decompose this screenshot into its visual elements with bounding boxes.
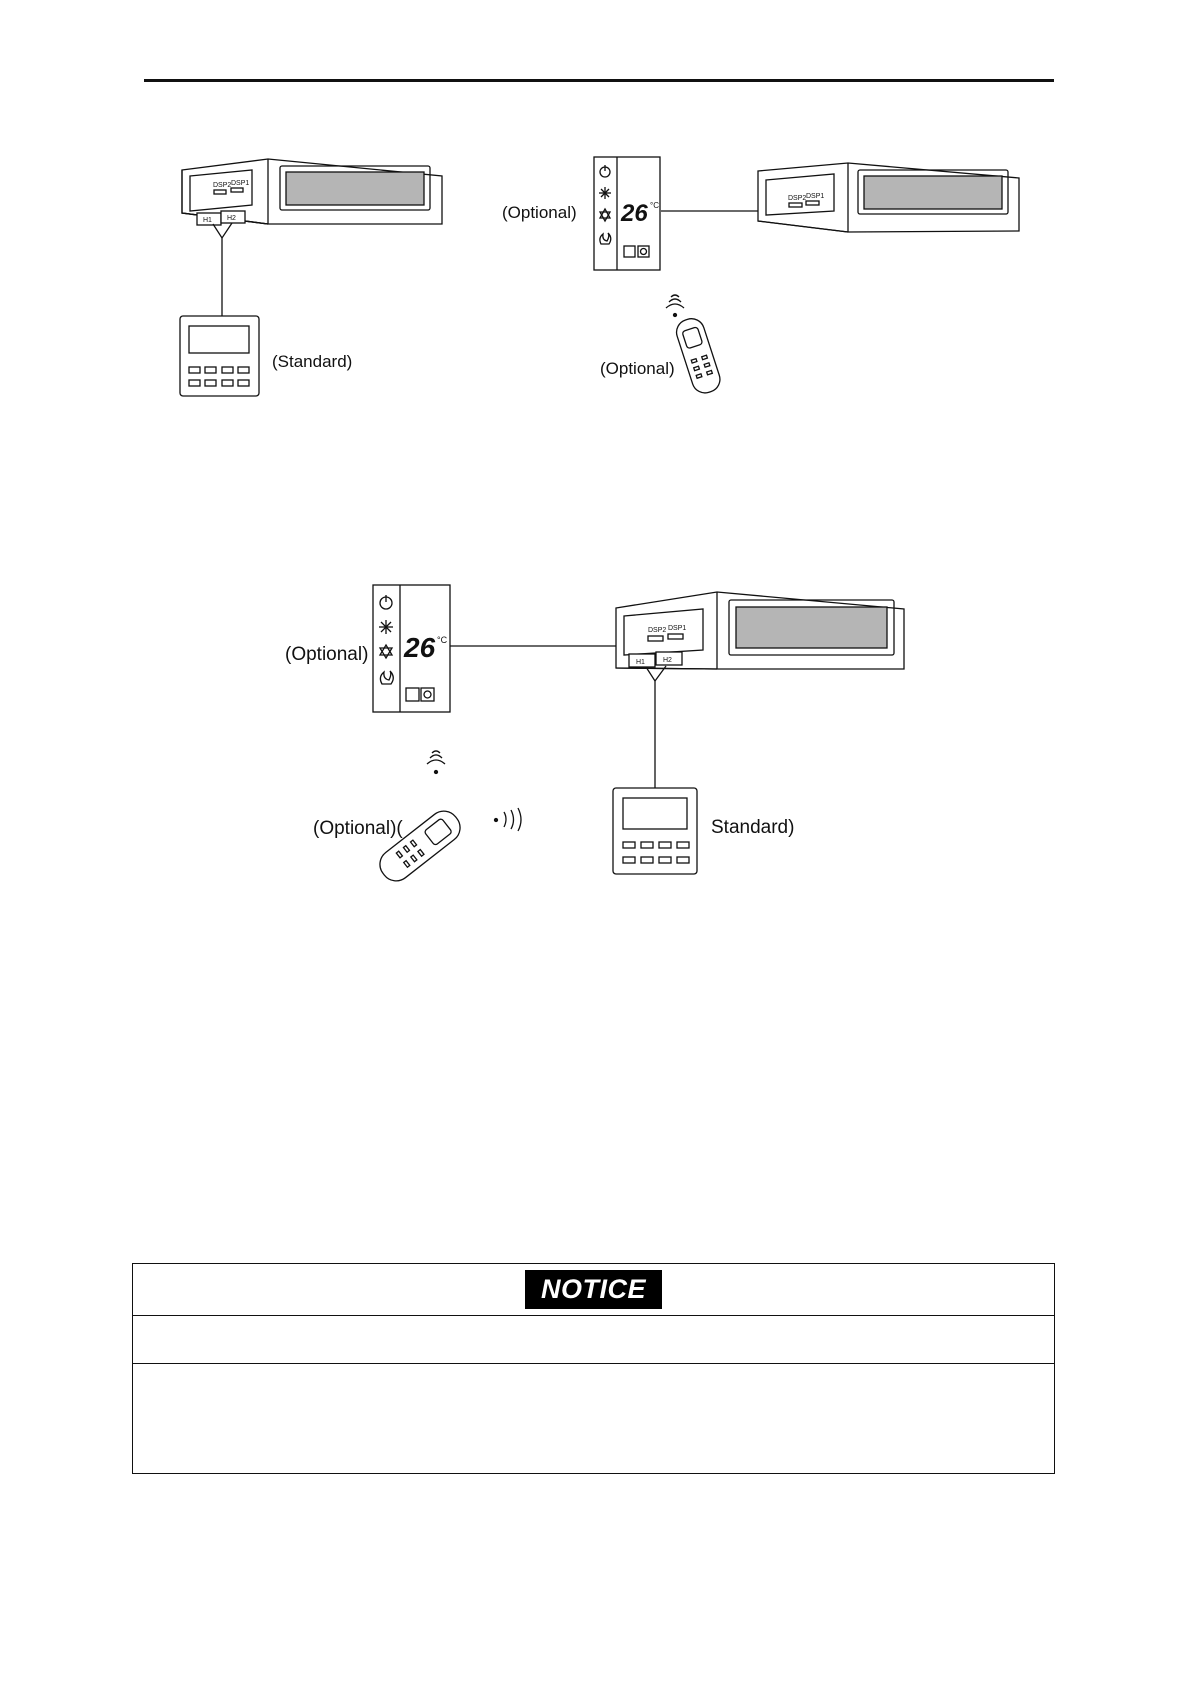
port-h1-label-2: H1 (636, 659, 645, 666)
display-temp-1: 26 (621, 200, 648, 227)
indoor-unit-2 (616, 592, 904, 681)
optional-display-label-2: (Optional) (285, 644, 369, 665)
port-h2-label: H2 (227, 215, 236, 222)
notice-title: NOTICE (525, 1270, 662, 1309)
notice-header (133, 1264, 1054, 1316)
port-dsp2-label-1b: DSP2 (788, 195, 807, 202)
standard-label-1: (Standard) (272, 352, 353, 371)
signal-icon-1 (666, 295, 684, 317)
optional-display-label-1: (Optional) (502, 203, 577, 222)
signal-icon-2b (495, 808, 522, 831)
wired-controller-1 (180, 316, 259, 396)
signal-icon-2a (427, 751, 445, 774)
display-unit-1: °C (650, 201, 659, 210)
standard-label-2: Standard) (711, 817, 795, 838)
port-dsp2-label-2: DSP2 (648, 627, 667, 634)
port-h1-label: H1 (203, 217, 212, 224)
port-dsp1-label: DSP1 (231, 180, 250, 187)
cool-icon-2 (379, 620, 393, 634)
indoor-unit-1a (182, 159, 442, 238)
port-h2-label-2: H2 (663, 657, 672, 664)
notice-row-2 (133, 1364, 1054, 1474)
port-dsp1-label-1b: DSP1 (806, 193, 825, 200)
optional-remote-label-2: (Optional)( (313, 818, 403, 839)
notice-row-1 (133, 1316, 1054, 1364)
display-board-2 (373, 585, 450, 712)
notice-box (132, 1263, 1055, 1474)
remote-controller-1 (673, 315, 723, 396)
indoor-unit-1b (758, 163, 1019, 232)
display-temp-2: 26 (404, 632, 436, 663)
display-unit-2: °C (437, 635, 448, 645)
optional-remote-label-1: (Optional) (600, 359, 675, 378)
display-board-1 (594, 157, 660, 270)
port-dsp2-label: DSP2 (213, 182, 232, 189)
wired-controller-2 (613, 788, 697, 874)
port-dsp1-label-2: DSP1 (668, 625, 687, 632)
